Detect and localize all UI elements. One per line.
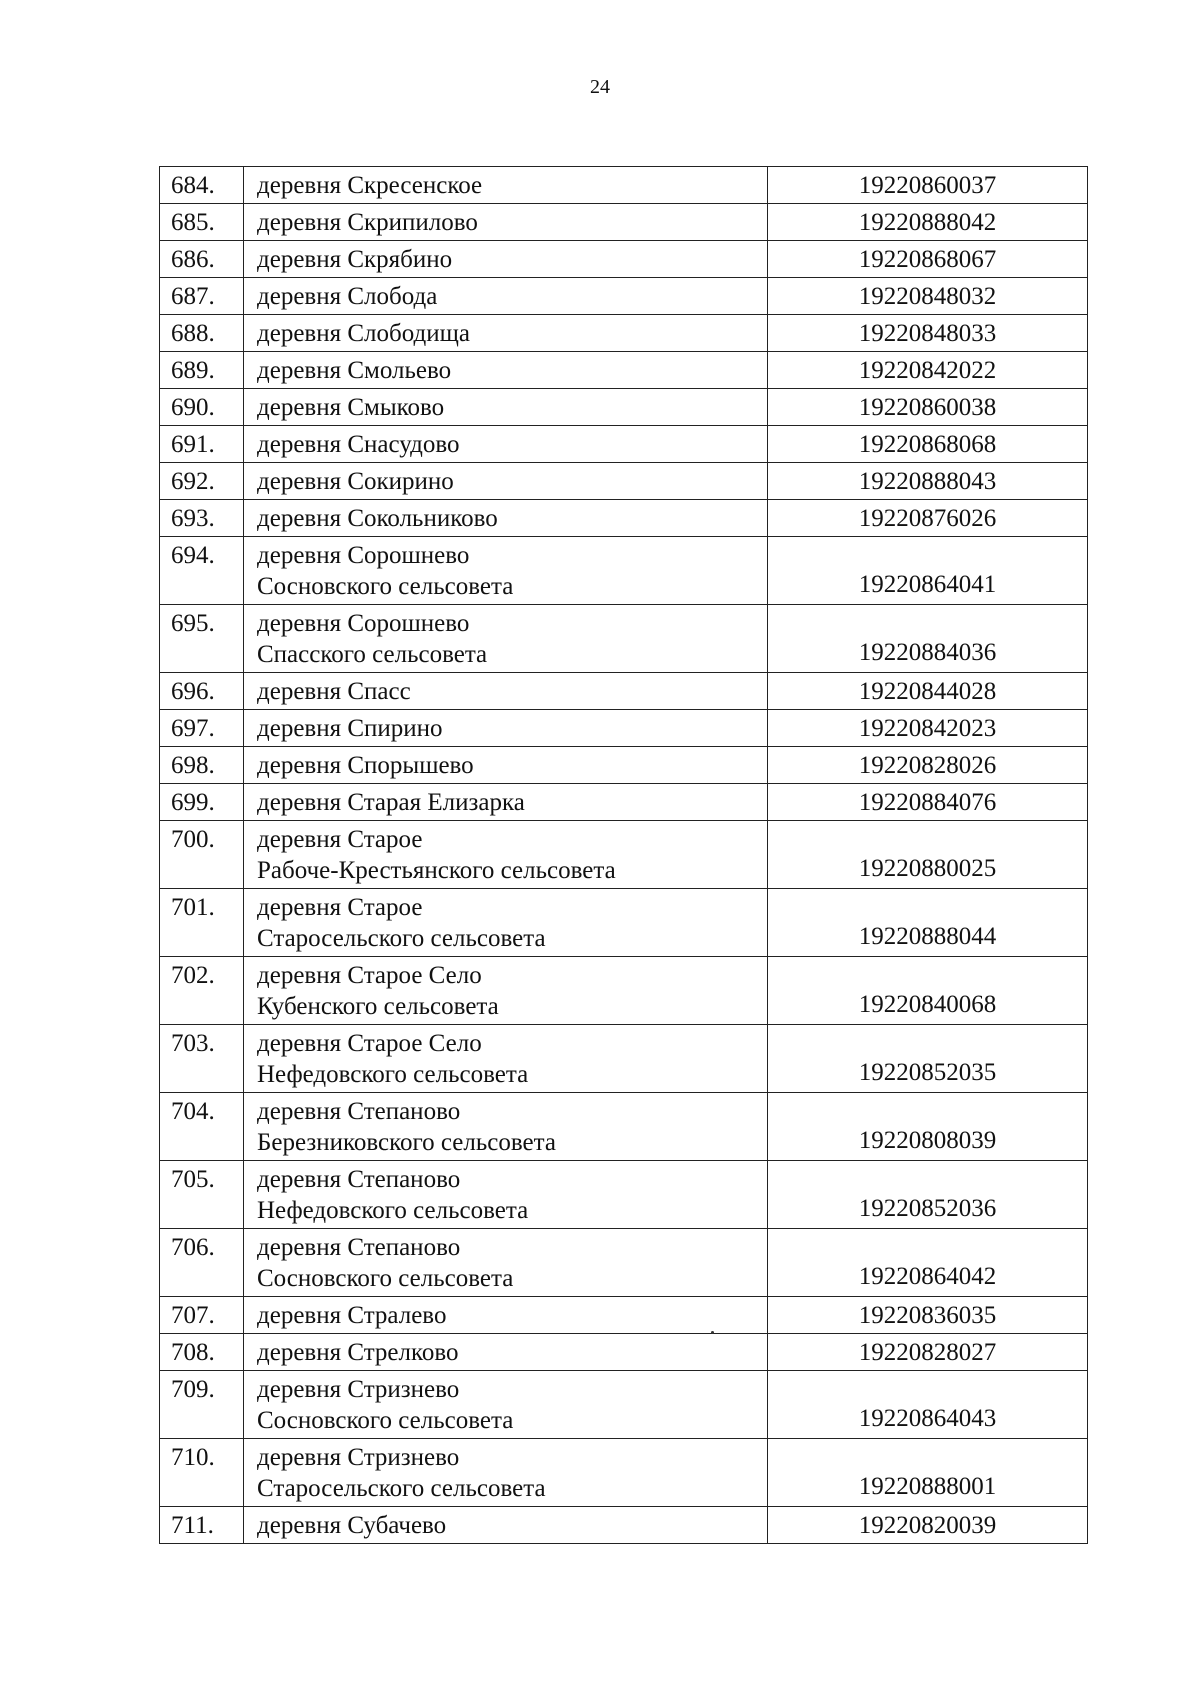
row-number: 695. [160,605,244,673]
settlement-name-line: деревня Сорошнево [257,542,470,569]
table-row [160,889,1088,957]
row-number: 687. [160,278,244,315]
settlement-name-line: деревня Слобода [257,283,438,310]
okato-code: 19220864041 [768,537,1088,605]
settlement-name-line: деревня Скрябино [257,246,453,273]
table-row [160,1093,1088,1161]
okato-code: 19220888042 [768,204,1088,241]
settlement-name-line: деревня Скрипилово [257,209,478,236]
okato-code: 19220884036 [768,605,1088,673]
table-row [160,1161,1088,1229]
table-row [160,1229,1088,1297]
settlement-name-line: деревня Смольево [257,357,452,384]
row-number: 707. [160,1297,244,1334]
table-row [160,167,1088,204]
okato-code: 19220884076 [768,784,1088,821]
row-number: 700. [160,821,244,889]
settlement-name [244,1439,768,1507]
row-number: 692. [160,463,244,500]
table-row [160,389,1088,426]
okato-code: 19220852036 [768,1161,1088,1229]
table-row [160,784,1088,821]
row-number: 696. [160,673,244,710]
settlement-name-line: деревня Стралево [257,1302,447,1329]
settlement-name [244,1025,768,1093]
settlement-name [244,278,768,315]
settlement-name-line: Рабоче-Крестьянского сельсовета [257,857,616,884]
row-number: 706. [160,1229,244,1297]
row-number: 694. [160,537,244,605]
settlement-name [244,710,768,747]
settlement-name [244,500,768,537]
settlement-name-line: деревня Сорошнево [257,610,470,637]
table-row [160,821,1088,889]
settlement-name-line: деревня Стризнево [257,1376,460,1403]
table-row [160,673,1088,710]
okato-code: 19220864043 [768,1371,1088,1439]
okato-code: 19220844028 [768,673,1088,710]
okato-code: 19220828027 [768,1334,1088,1371]
settlement-name [244,1507,768,1544]
row-number: 693. [160,500,244,537]
settlement-name [244,784,768,821]
settlement-name-line: деревня Стризнево [257,1444,460,1471]
okato-code: 19220848033 [768,315,1088,352]
row-number: 686. [160,241,244,278]
settlement-table-body [160,167,1088,1544]
table-row [160,463,1088,500]
row-number: 703. [160,1025,244,1093]
table-row [160,537,1088,605]
settlement-name-line: Старосельского сельсовета [257,925,546,952]
okato-code: 19220888001 [768,1439,1088,1507]
settlement-name-line: деревня Старое [257,894,423,921]
settlement-name [244,241,768,278]
settlement-name-line: деревня Слободища [257,320,470,347]
okato-code: 19220868067 [768,241,1088,278]
settlement-name-line: деревня Субачево [257,1512,447,1539]
table-row [160,957,1088,1025]
settlement-name-line: деревня Снасудово [257,431,460,458]
okato-code: 19220842022 [768,352,1088,389]
row-number: 709. [160,1371,244,1439]
row-number: 711. [160,1507,244,1544]
okato-code: 19220842023 [768,710,1088,747]
table-row [160,1297,1088,1334]
okato-code: 19220836035 [768,1297,1088,1334]
settlement-name-line: деревня Степаново [257,1234,461,1261]
okato-code: 19220864042 [768,1229,1088,1297]
table-row [160,352,1088,389]
table-row [160,500,1088,537]
okato-code: 19220848032 [768,278,1088,315]
settlement-name-line: Спасского сельсовета [257,641,488,668]
row-number: 701. [160,889,244,957]
settlement-name [244,605,768,673]
scan-speck [711,1331,714,1334]
settlement-name-line: деревня Спирино [257,715,443,742]
table-row [160,1439,1088,1507]
settlement-name-line: деревня Сокирино [257,468,454,495]
settlement-name-line: деревня Скресенское [257,172,483,199]
table-row [160,1334,1088,1371]
okato-code: 19220888043 [768,463,1088,500]
okato-code: 19220860037 [768,167,1088,204]
settlement-name [244,889,768,957]
okato-code: 19220880025 [768,821,1088,889]
settlement-name-line: деревня Степаново [257,1166,461,1193]
okato-code: 19220808039 [768,1093,1088,1161]
table-row [160,426,1088,463]
settlement-name-line: деревня Старое Село [257,962,482,989]
settlement-name-line: Старосельского сельсовета [257,1475,546,1502]
settlement-name [244,389,768,426]
settlement-name-line: деревня Спасс [257,678,411,705]
table-row [160,1507,1088,1544]
row-number: 704. [160,1093,244,1161]
settlement-name [244,821,768,889]
row-number: 685. [160,204,244,241]
settlement-name-line: Сосновского сельсовета [257,1265,514,1292]
settlement-name-line: деревня Старая Елизарка [257,789,525,816]
settlement-name-line: деревня Старое [257,826,423,853]
settlement-name [244,1297,768,1334]
table-row [160,1371,1088,1439]
okato-code: 19220876026 [768,500,1088,537]
settlement-name [244,1229,768,1297]
settlement-name [244,1161,768,1229]
settlement-name-line: деревня Старое Село [257,1030,482,1057]
settlement-name-line: деревня Спорышево [257,752,474,779]
okato-code: 19220840068 [768,957,1088,1025]
settlement-name [244,673,768,710]
row-number: 699. [160,784,244,821]
settlement-name-line: Нефедовского сельсовета [257,1197,529,1224]
table-row [160,605,1088,673]
row-number: 708. [160,1334,244,1371]
settlement-name-line: деревня Стрелково [257,1339,459,1366]
settlement-name [244,1371,768,1439]
settlement-name [244,747,768,784]
table-row [160,710,1088,747]
okato-code: 19220828026 [768,747,1088,784]
settlement-name [244,315,768,352]
settlement-name [244,1093,768,1161]
settlement-name-line: деревня Смыково [257,394,445,421]
okato-code: 19220860038 [768,389,1088,426]
settlement-name-line: Кубенского сельсовета [257,993,499,1020]
okato-code: 19220888044 [768,889,1088,957]
row-number: 697. [160,710,244,747]
row-number: 710. [160,1439,244,1507]
okato-code: 19220868068 [768,426,1088,463]
settlement-table [159,166,1088,1544]
okato-code: 19220820039 [768,1507,1088,1544]
settlement-name [244,204,768,241]
okato-code: 19220852035 [768,1025,1088,1093]
settlement-name [244,463,768,500]
table-row [160,204,1088,241]
row-number: 702. [160,957,244,1025]
row-number: 698. [160,747,244,784]
settlement-name [244,167,768,204]
table-row [160,747,1088,784]
settlement-name [244,537,768,605]
table-row [160,278,1088,315]
settlement-name [244,352,768,389]
row-number: 691. [160,426,244,463]
page-number: 24 [590,76,610,98]
settlement-name-line: Березниковского сельсовета [257,1129,556,1156]
table-row [160,241,1088,278]
row-number: 690. [160,389,244,426]
settlement-name-line: деревня Сокольниково [257,505,498,532]
row-number: 684. [160,167,244,204]
settlement-name [244,957,768,1025]
row-number: 688. [160,315,244,352]
settlement-name-line: Сосновского сельсовета [257,573,514,600]
table-row [160,1025,1088,1093]
row-number: 689. [160,352,244,389]
settlement-name-line: Нефедовского сельсовета [257,1061,529,1088]
table-row [160,315,1088,352]
settlement-name [244,426,768,463]
settlement-name-line: Сосновского сельсовета [257,1407,514,1434]
row-number: 705. [160,1161,244,1229]
settlement-name [244,1334,768,1371]
settlement-name-line: деревня Степаново [257,1098,461,1125]
